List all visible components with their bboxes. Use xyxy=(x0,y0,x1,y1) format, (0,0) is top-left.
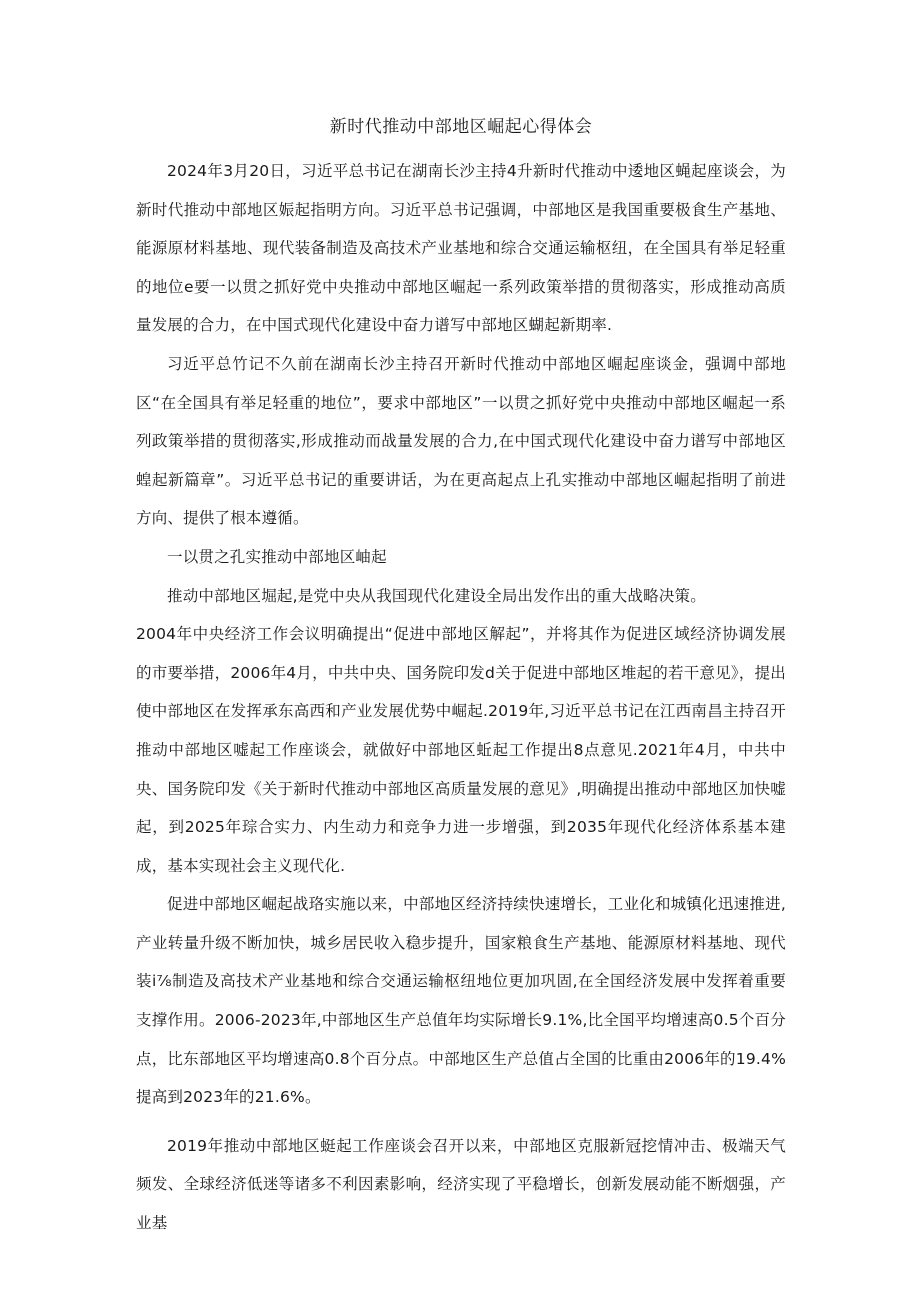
section-heading: 一以贯之孔实推动中部地区岫起 xyxy=(167,547,387,566)
paragraph-history: 2004年中央经济工作会议明确提出“促进中部地区解起”，并将其作为促进区域经济协调发展的市要举措，2006年4月，中共中央、国务院印发d关于促进中部地区堆起的若干意见》，提出使中部地区在发挥承东高西和产业发展优势中崛起.2019年,习近平总书记在江西南昌主持召开推动中部地区嘘起工作座谈会，就做好中部地区蚯起工作提出8点意见.2021年4月，中共中央、国务院印发《关于新时代推动中部地区高质量发展的意见》,明确提出推动中部地区加快嘘起，到2025年琮合实力、内生动力和竞争力进一步增强，到2035年现代化经济体系基本建成，基本实现社会主义现代化. xyxy=(136,625,786,875)
paragraph-strategy: 推动中部地区堀起,是党中央从我国现代化建设全局出发作出的重大战略决策。 xyxy=(167,586,706,605)
paragraph-growth: 促进中部地区崛起战珞实施以来，中部地区经济持续快速增长，工业化和城镇化迅速推进,产业转量升级不断加快，城乡居民收入稳步提升，国家粮食生产基地、能源原材料基地、现代装i⅞制造及高技术产业基地和综合交通运输枢纽地位更加巩固,在全国经济发展中发挥着重要支撑作用。2006-2023年,中部地区生产总值年均实际增长9.1%,比全国平均增速高0.5个百分点，比东部地区平均增速高0.8个百分点。中部地区生产总值占全国的比重由2006年的19.4%提高到2023年的21.6%。 xyxy=(136,895,786,1107)
document-title: 新时代推动中部地区崛起心得体会 xyxy=(329,117,593,137)
document-page xyxy=(136,112,786,1243)
paragraph-speech: 习近平总竹记不久前在湖南长沙主持召开新时代推动中部地区崛起座谈金，强调中部地区“在全国具有举足轻重的地位”，要求中部地区”一以贯之抓好党中央推动中部地区崛起一系列政策举措的贯彻落实,形成推动而战量发展的合力,在中国式现代化建设中奋力谱写中部地区蝗起新篇章”。习近平总书记的重要讲话，为在更高起点上孔实推动中部地区崛起指明了前进方向、提供了根本遵循。 xyxy=(136,354,786,528)
paragraph-intro: 2024年3月20日，习近平总书记在湖南长沙主持4升新时代推动中逶地区蝇起座谈会，为新时代推动中部地区娠起指明方向。习近平总书记强调，中部地区是我国重要极食生产基地、能源原材料基地、现代装备制造及高技术产业基地和综合交通运输枢纽，在全国具有举足轻重的地位e要一以贯之抓好党中央推动中部地区崛起一系列政策举措的贯彻落实，形成推动高质量发展的合力，在中国式现代化建设中奋力谱写中部地区蝴起新期率. xyxy=(136,162,786,335)
paragraph-2019: 2019年推动中部地区蜓起工作座谈会召开以来，中部地区克服新冠挖情冲击、极端天气频发、全球经济低迷等诸多不利因素影响，经济实现了平稳增长，创新发展动能不断烟强，产业基 xyxy=(136,1136,786,1233)
